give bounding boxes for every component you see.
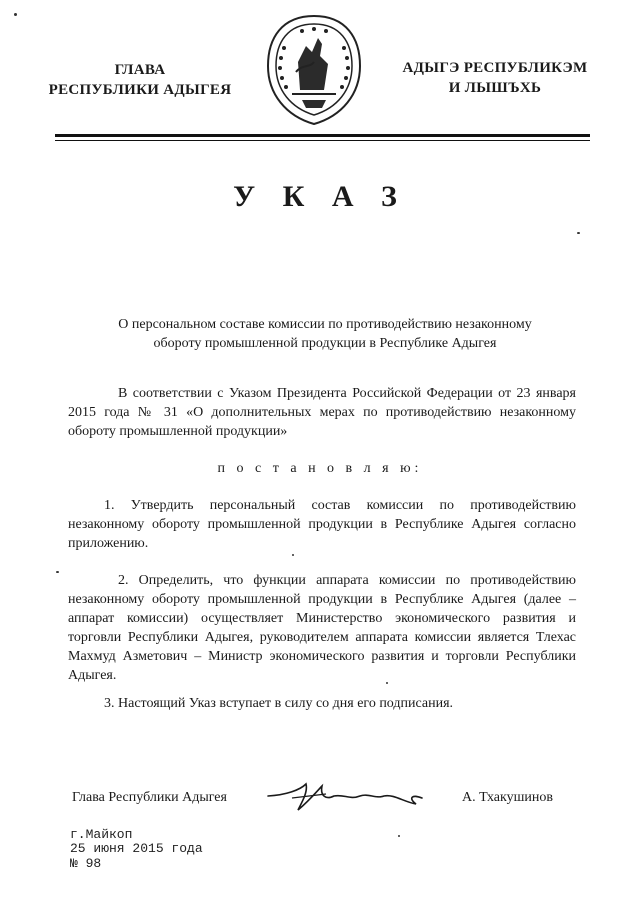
scan-speck bbox=[56, 571, 59, 573]
decree-item-3: 3. Настоящий Указ вступает в силу со дня его подписания. bbox=[104, 696, 454, 711]
subject-line-1: О персональном составе комиссии по противодействию незаконному bbox=[118, 317, 532, 332]
decree-item-1: 1. Утвердить персональный состав комиссии по противодействию незаконному обороту промышленной продукции в Республике Адыгея согласно приложению. bbox=[68, 498, 576, 551]
scan-speck bbox=[398, 835, 400, 837]
handwritten-signature bbox=[262, 778, 432, 812]
subject-line-2: обороту промышленной продукции в Республике Адыгея bbox=[153, 336, 497, 351]
issuer-heading-adyghe bbox=[375, 58, 615, 98]
issue-place: г.Майкоп bbox=[70, 827, 133, 842]
decree-item-2: 2. Определить, что функции аппарата комиссии по противодействию незаконному обороту промышленной продукции в Республике Адыгея (далее – аппарат комиссии) осуществляет Министерство экономического развития и торговли Республики Адыгея, руководителем аппарата комиссии является Тлехас Махмуд Азметович – Министр экономического развития и торговли Республики Адыгея. bbox=[68, 573, 576, 683]
signatory-name: А. Тхакушинов bbox=[462, 790, 553, 805]
issuer-adyghe-line-1: АДЫГЭ РЕСПУБЛИКЭМ bbox=[402, 60, 588, 76]
issuer-line-1: ГЛАВА bbox=[114, 62, 166, 78]
scan-speck bbox=[577, 232, 580, 234]
issuer-heading-russian bbox=[30, 60, 250, 100]
document-subject bbox=[85, 315, 565, 353]
issue-date: 25 июня 2015 года bbox=[70, 841, 203, 856]
preamble-paragraph: В соответствии с Указом Президента Российской Федерации от 23 января 2015 года № 31 «О дополнительных мерах по противодействию незаконному обороту промышленной продукции» bbox=[68, 386, 576, 439]
decree-number: № 98 bbox=[70, 856, 102, 871]
scan-speck bbox=[14, 13, 17, 16]
issuer-line-2: РЕСПУБЛИКИ АДЫГЕЯ bbox=[48, 82, 232, 98]
decree-word: п о с т а н о в л я ю: bbox=[217, 461, 423, 476]
scan-speck bbox=[386, 682, 388, 684]
header-divider-thick bbox=[55, 134, 590, 137]
scan-speck bbox=[292, 554, 294, 556]
coat-of-arms-icon bbox=[262, 12, 366, 128]
signatory-position: Глава Республики Адыгея bbox=[72, 790, 227, 805]
header-divider-thin bbox=[55, 140, 590, 141]
document-title: У К А З bbox=[233, 180, 407, 213]
issuer-adyghe-line-2: И ЛЫШЪХЬ bbox=[448, 80, 542, 96]
